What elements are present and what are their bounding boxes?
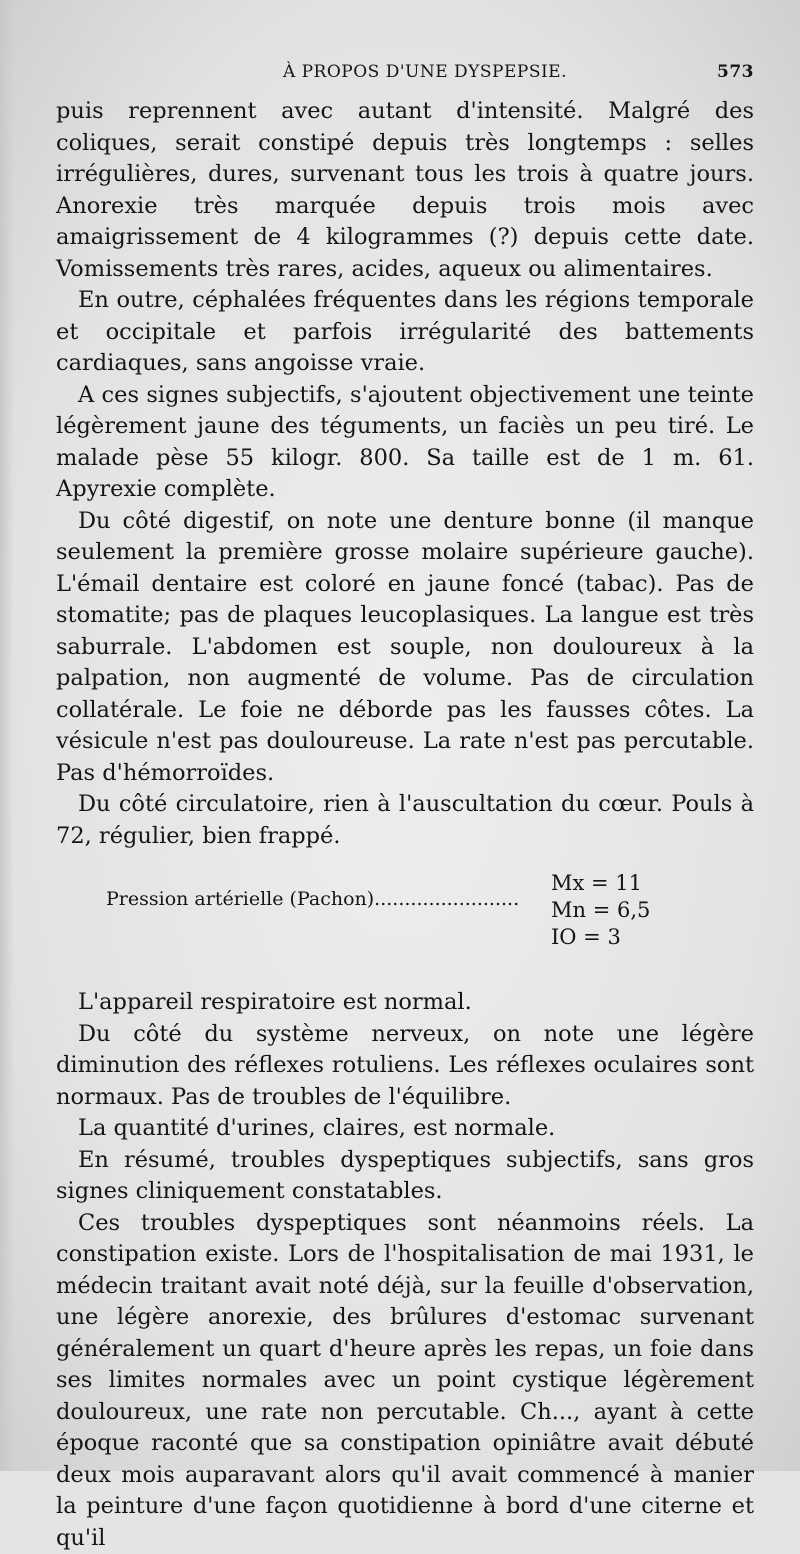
paragraph-summary: En résumé, troubles dyspeptiques subjectifs, sans gros signes cliniquement constatables. — [56, 1145, 754, 1208]
paragraph-digestive: Du côté digestif, on note une denture bonne (il manque seulement la première grosse molaire supérieure gauche). L'émail dentaire est coloré en jaune foncé (tabac). Pas de stomatite; pas de plaques leucoplasiques. La langue est très saburrale. L'abdomen est souple, non douloureux à la palpation, non augmenté de volume. Pas de circulation collatérale. Le foie ne déborde pas les fausses côtes. La vésicule n'est pas douloureuse. La rate n'est pas percutable. Pas d'hémorroïdes. — [56, 506, 754, 790]
running-header — [56, 62, 754, 82]
running-title: À PROPOS D'UNE DYSPEPSIE. — [283, 62, 567, 82]
page-number: 573 — [717, 62, 754, 82]
blood-pressure-label: Pression artérielle (Pachon)........................ — [106, 870, 551, 910]
paragraph-urine: La quantité d'urines, claires, est normale. — [56, 1113, 754, 1145]
paragraph-nervous: Du côté du système nerveux, on note une légère diminution des réflexes rotuliens. Les réflexes oculaires sont normaux. Pas de troubles de l'équilibre. — [56, 1019, 754, 1114]
pressure-max: Mx = 11 — [551, 870, 650, 897]
paragraph-respiratory: L'appareil respiratoire est normal. — [56, 987, 754, 1019]
paragraph-circulatory: Du côté circulatoire, rien à l'auscultation du cœur. Pouls à 72, régulier, bien frappé. — [56, 789, 754, 852]
page-edge-shadow — [0, 0, 14, 1471]
paragraph-objective-signs: A ces signes subjectifs, s'ajoutent objectivement une teinte légèrement jaune des téguments, un faciès un peu tiré. Le malade pèse 55 kilogr. 800. Sa taille est de 1 m. 61. Apyrexie complète. — [56, 380, 754, 506]
pressure-min: Mn = 6,5 — [551, 897, 650, 924]
blood-pressure-block — [106, 870, 754, 951]
paragraph-discussion: Ces troubles dyspeptiques sont néanmoins réels. La constipation existe. Lors de l'hospitalisation de mai 1931, le médecin traitant avait noté déjà, sur la feuille d'observation, une légère anorexie, des brûlures d'estomac survenant généralement un quart d'heure après les repas, un foie dans ses limites normales avec un point cystique légèrement douloureux, une rate non percutable. Ch..., ayant à cette époque raconté que sa constipation opiniâtre avait débuté deux mois auparavant alors qu'il avait commencé à manier la peinture d'une façon quotidienne à bord d'une citerne et qu'il — [56, 1208, 754, 1554]
blood-pressure-values — [551, 870, 650, 951]
pressure-index: IO = 3 — [551, 924, 650, 951]
paragraph-headaches: En outre, céphalées fréquentes dans les régions temporale et occipitale et parfois irrégularité des battements cardiaques, sans angoisse vraie. — [56, 285, 754, 380]
paragraph-continuation: puis reprennent avec autant d'intensité. Malgré des coliques, serait constipé depuis très longtemps : selles irrégulières, dures, survenant tous les trois à quatre jours. Anorexie très marquée depuis trois mois avec amaigrissement de 4 kilogrammes (?) depuis cette date. Vomissements très rares, acides, aqueux ou alimentaires. — [56, 96, 754, 285]
